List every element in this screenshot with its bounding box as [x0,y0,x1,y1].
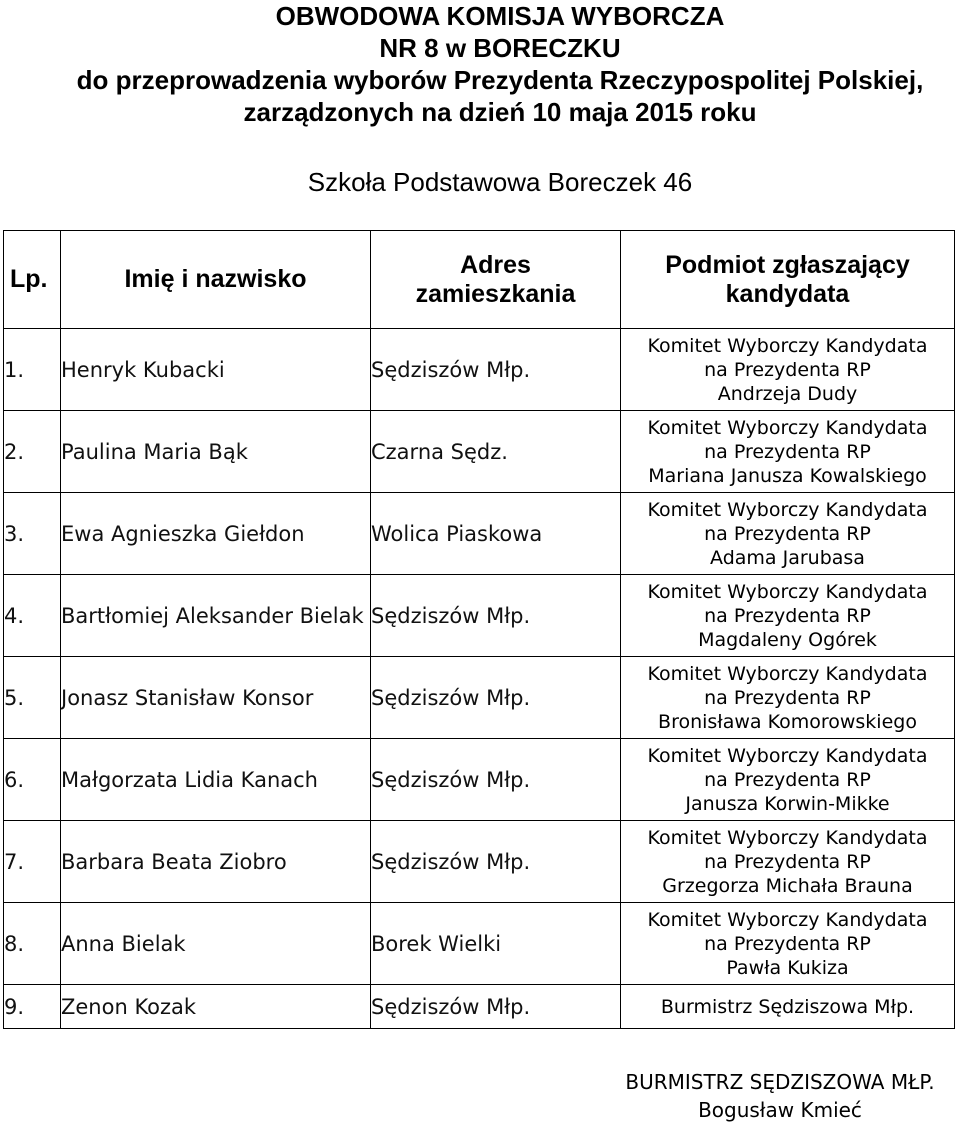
submitting-entity [621,985,955,1029]
member-address: Sędziszów Młp. [371,821,621,903]
table-header-row [4,231,955,329]
member-name: Anna Bielak [61,903,371,985]
submitting-entity [621,575,955,657]
member-address: Wolica Piaskowa [371,493,621,575]
member-address: Sędziszów Młp. [371,985,621,1029]
submitting-entity [621,739,955,821]
member-name: Paulina Maria Bąk [61,411,371,493]
signatory-title: BURMISTRZ SĘDZISZOWA MŁP. [625,1070,935,1094]
submitting-entity [621,821,955,903]
submitting-entity-line: Komitet Wyborczy Kandydata [647,334,928,357]
member-address: Sędziszów Młp. [371,329,621,411]
submitting-entity-line: na Prezydenta RP [704,768,871,791]
submitting-entity-line: Janusza Korwin-Mikke [685,792,890,815]
row-number: 7. [4,821,61,903]
signature-block [560,1068,960,1124]
submitting-entity-line: Komitet Wyborczy Kandydata [647,662,928,685]
row-number: 9. [4,985,61,1029]
table-row [4,493,955,575]
submitting-entity [621,329,955,411]
member-address: Czarna Sędz. [371,411,621,493]
submitting-entity-line: na Prezydenta RP [704,932,871,955]
document-header [0,0,960,128]
submitter-header-line1: Podmiot zgłaszający [665,250,910,279]
submitter-header-line2: kandydata [725,279,850,308]
submitting-entity-line: Komitet Wyborczy Kandydata [647,498,928,521]
commission-number: NR 8 w BORECZKU [379,33,621,63]
submitting-entity-line: Pawła Kukiza [726,956,849,979]
row-number: 8. [4,903,61,985]
row-number: 6. [4,739,61,821]
submitting-entity-line: na Prezydenta RP [704,440,871,463]
election-date: zarządzonych na dzień 10 maja 2015 roku [243,97,757,127]
submitting-entity-line: Komitet Wyborczy Kandydata [647,826,928,849]
table-row [4,739,955,821]
member-name: Bartłomiej Aleksander Bielak [61,575,371,657]
lp-header: Lp. [4,231,61,329]
table-row [4,329,955,411]
member-name: Ewa Agnieszka Giełdon [61,493,371,575]
member-address: Sędziszów Młp. [371,575,621,657]
member-name: Małgorzata Lidia Kanach [61,739,371,821]
submitting-entity-line: na Prezydenta RP [704,522,871,545]
submitting-entity-line: Grzegorza Michała Brauna [662,874,913,897]
submitting-entity [621,411,955,493]
signatory-name: Bogusław Kmieć [698,1098,862,1122]
table-row [4,411,955,493]
submitting-entity-line: Adama Jarubasa [710,546,865,569]
submitting-entity [621,493,955,575]
submitting-entity-line: Komitet Wyborczy Kandydata [647,744,928,767]
submitting-entity-line: Mariana Janusza Kowalskiego [648,464,927,487]
table-row [4,903,955,985]
member-address: Sędziszów Młp. [371,739,621,821]
table-row [4,985,955,1029]
member-address: Borek Wielki [371,903,621,985]
submitting-entity-line: na Prezydenta RP [704,604,871,627]
submitting-entity-line: na Prezydenta RP [704,850,871,873]
submitting-entity [621,903,955,985]
submitting-entity [621,657,955,739]
table-body [4,329,955,1029]
row-number: 3. [4,493,61,575]
address-header-line1: Adres [460,250,531,279]
commission-title: OBWODOWA KOMISJA WYBORCZA [275,1,725,31]
address-header-line2: zamieszkania [415,279,576,308]
address-header [371,231,621,329]
row-number: 5. [4,657,61,739]
member-address: Sędziszów Młp. [371,657,621,739]
table-row [4,575,955,657]
members-table [3,230,955,1029]
table-row [4,821,955,903]
submitting-entity-line: Komitet Wyborczy Kandydata [647,908,928,931]
member-name: Barbara Beata Ziobro [61,821,371,903]
election-purpose: do przeprowadzenia wyborów Prezydenta Rzeczypospolitej Polskiej, [76,65,924,95]
table-row [4,657,955,739]
polling-location: Szkoła Podstawowa Boreczek 46 [307,167,693,197]
row-number: 4. [4,575,61,657]
submitter-header [621,231,955,329]
member-name: Jonasz Stanisław Konsor [61,657,371,739]
row-number: 1. [4,329,61,411]
member-name: Henryk Kubacki [61,329,371,411]
submitting-entity-line: Bronisława Komorowskiego [658,710,917,733]
submitting-entity-line: Komitet Wyborczy Kandydata [647,416,928,439]
row-number: 2. [4,411,61,493]
submitting-entity-line: Magdaleny Ogórek [698,628,877,651]
name-header: Imię i nazwisko [61,231,371,329]
submitting-entity-line: na Prezydenta RP [704,358,871,381]
submitting-entity-line: Komitet Wyborczy Kandydata [647,580,928,603]
submitting-entity-line: Burmistrz Sędziszowa Młp. [660,995,915,1018]
member-name: Zenon Kozak [61,985,371,1029]
submitting-entity-line: na Prezydenta RP [704,686,871,709]
submitting-entity-line: Andrzeja Dudy [717,382,858,405]
